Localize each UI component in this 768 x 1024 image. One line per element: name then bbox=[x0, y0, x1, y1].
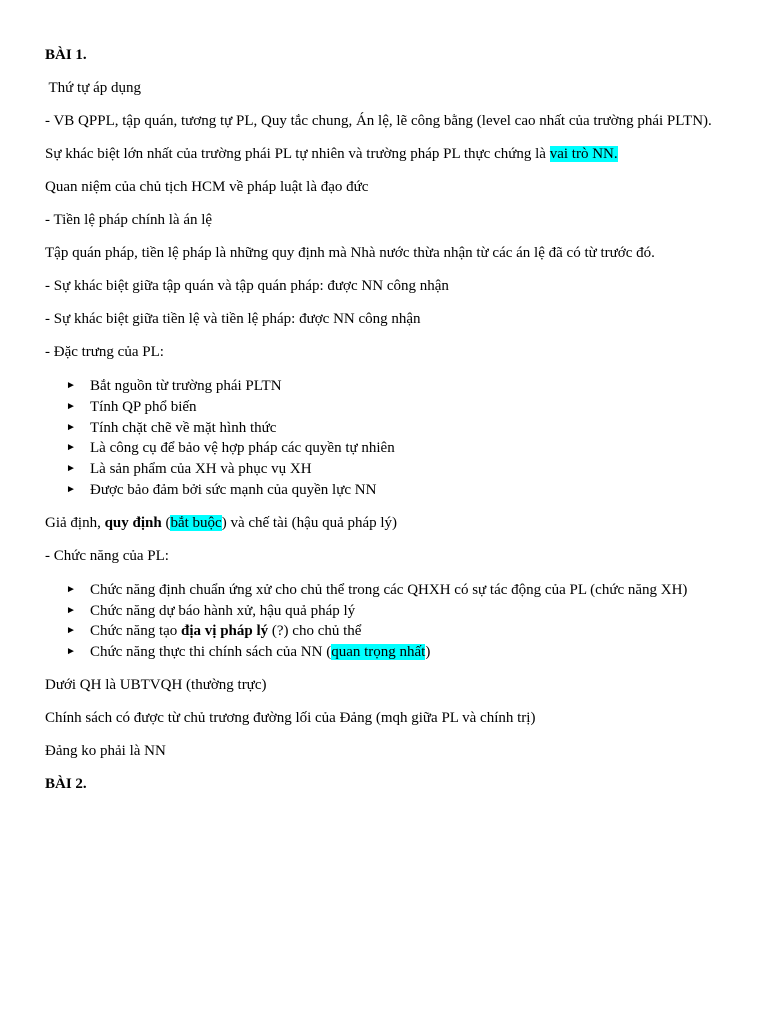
list-item bbox=[45, 397, 735, 418]
list-item bbox=[45, 621, 735, 642]
customary-law-line: Tập quán pháp, tiền lệ pháp là những quy định mà Nhà nước thừa nhận từ các án lệ đã có từ trước đó. bbox=[45, 245, 655, 261]
document-page bbox=[45, 46, 735, 808]
hcm-view-line: Quan niệm của chủ tịch HCM về pháp luật là đạo đức bbox=[45, 179, 369, 195]
list-item-text: Được bảo đảm bởi sức mạnh của quyền lực NN bbox=[90, 481, 377, 498]
list-item-text: Tính QP phổ biến bbox=[90, 398, 197, 415]
lesson-2-heading: BÀI 2. bbox=[45, 775, 87, 792]
list-item-text: Là công cụ để bảo vệ hợp pháp các quyền tự nhiên bbox=[90, 440, 395, 457]
lesson-1-heading: BÀI 1. bbox=[45, 47, 87, 63]
functions-list bbox=[45, 580, 735, 663]
list-item-text-a: Chức năng thực thi chính sách của NN ( bbox=[90, 644, 332, 661]
list-item bbox=[45, 418, 735, 439]
list-item-text: Chức năng dự báo hành xử, hậu quả pháp lý bbox=[90, 602, 356, 619]
bullet-arrow-icon: ► bbox=[66, 604, 76, 616]
bullet-arrow-icon: ► bbox=[66, 583, 76, 595]
bullet-arrow-icon: ► bbox=[66, 380, 76, 391]
biggest-difference-line bbox=[45, 145, 735, 164]
norm-text-1: Giả định, bbox=[45, 514, 105, 531]
bullet-arrow-icon: ► bbox=[66, 646, 76, 658]
legal-sources-line: - VB QPPL, tập quán, tương tự PL, Quy tắc chung, Án lệ, lẽ công bằng (level cao nhất của trường phái PLTN). bbox=[45, 113, 712, 129]
bullet-arrow-icon: ► bbox=[66, 442, 76, 454]
precedent-difference-line: - Sự khác biệt giữa tiền lệ và tiền lệ pháp: được NN công nhận bbox=[45, 311, 421, 327]
list-item bbox=[45, 376, 735, 397]
list-item bbox=[45, 642, 735, 663]
bullet-arrow-icon: ► bbox=[66, 483, 76, 495]
list-item-text-b: (?) cho chủ thể bbox=[268, 623, 362, 640]
characteristics-heading: - Đặc trưng của PL: bbox=[45, 344, 164, 360]
highlight-state-role: vai trò NN. bbox=[549, 146, 618, 162]
list-item bbox=[45, 601, 735, 622]
list-item bbox=[45, 580, 735, 601]
list-item-bold: địa vị pháp lý bbox=[181, 623, 269, 640]
highlight-most-important: quan trọng nhất bbox=[331, 644, 426, 661]
characteristics-list bbox=[45, 376, 735, 501]
application-order-line: Thứ tự áp dụng bbox=[45, 80, 141, 96]
bullet-arrow-icon: ► bbox=[66, 463, 76, 475]
party-not-state-line: Đảng ko phải là NN bbox=[45, 742, 166, 759]
norm-text-2: ( bbox=[161, 514, 171, 531]
list-item bbox=[45, 459, 735, 480]
norm-text-3: ) và chế tài (hậu quả pháp lý) bbox=[221, 514, 398, 531]
highlight-mandatory: bắt buộc bbox=[170, 514, 222, 531]
list-item bbox=[45, 438, 735, 459]
custom-difference-line: - Sự khác biệt giữa tập quán và tập quán pháp: được NN công nhận bbox=[45, 278, 449, 294]
standing-committee-line: Dưới QH là UBTVQH (thường trực) bbox=[45, 676, 267, 693]
list-item-text: Là sản phẩm của XH và phục vụ XH bbox=[90, 461, 312, 478]
precedent-line: - Tiền lệ pháp chính là án lệ bbox=[45, 212, 213, 228]
bullet-arrow-icon: ► bbox=[66, 421, 76, 433]
norm-bold-provision: quy định bbox=[104, 514, 162, 531]
list-item-text: Bắt nguồn từ trường phái PLTN bbox=[90, 378, 282, 394]
bullet-arrow-icon: ► bbox=[66, 625, 76, 637]
functions-heading: - Chức năng của PL: bbox=[45, 547, 169, 564]
list-item-text: Tính chặt chẽ về mặt hình thức bbox=[90, 419, 277, 436]
bullet-arrow-icon: ► bbox=[66, 400, 76, 412]
policy-origin-line: Chính sách có được từ chủ trương đường lối của Đảng (mqh giữa PL và chính trị) bbox=[45, 709, 536, 726]
list-item-text-a: Chức năng tạo bbox=[90, 623, 182, 640]
list-item-text-b: ) bbox=[425, 644, 431, 661]
norm-structure-line bbox=[45, 514, 735, 533]
list-item bbox=[45, 480, 735, 501]
list-item-text: Chức năng định chuẩn ứng xử cho chủ thể trong các QHXH có sự tác động của PL (chức năng XH) bbox=[90, 581, 688, 598]
biggest-difference-text: Sự khác biệt lớn nhất của trường phái PL tự nhiên và trường pháp PL thực chứng là bbox=[45, 146, 550, 162]
